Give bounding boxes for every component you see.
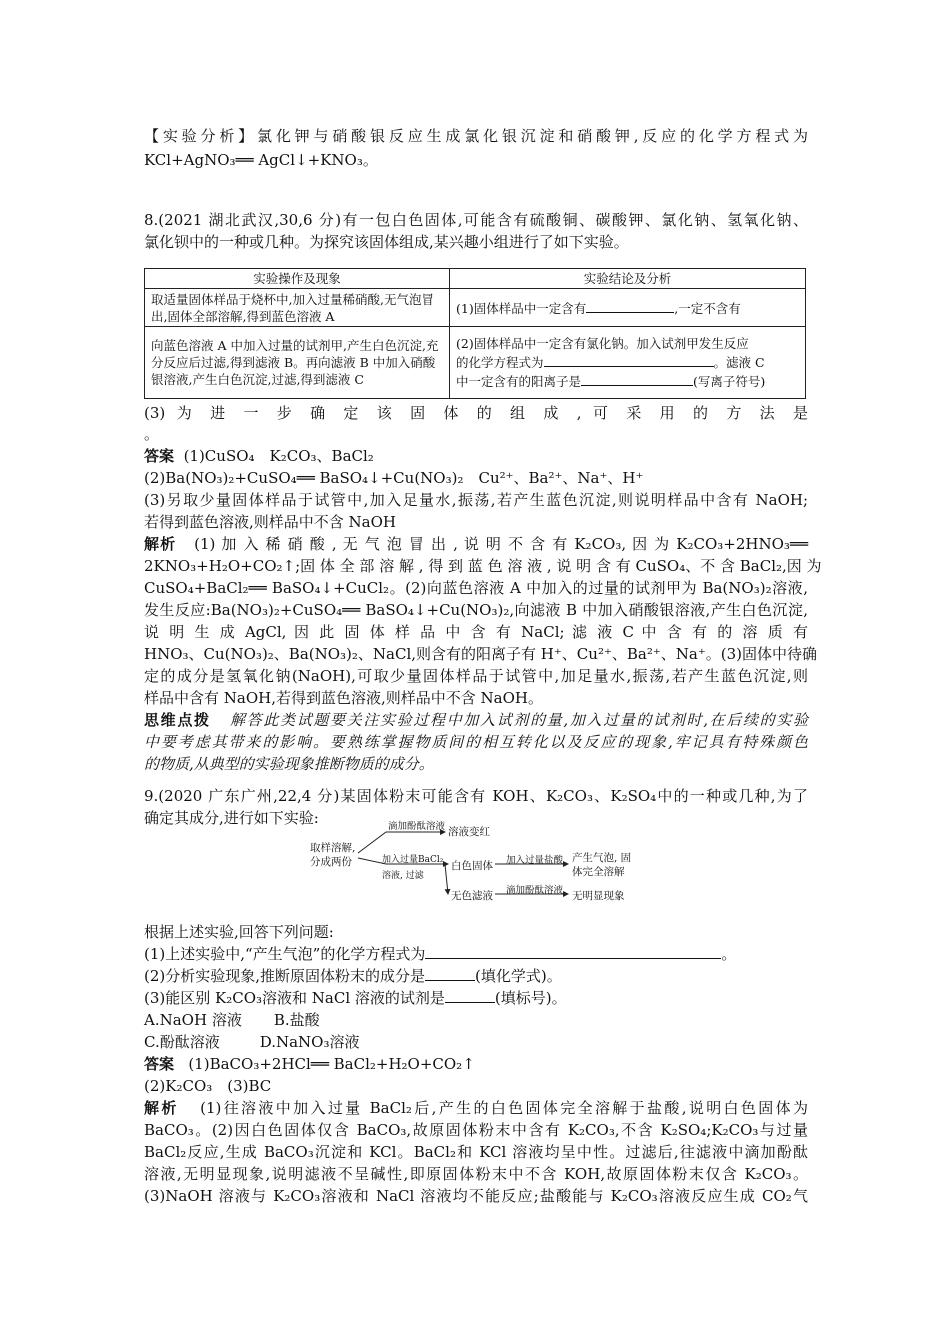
flow-start-1: 取样溶解, <box>310 842 356 854</box>
flow-arrow2-label-a: 加入过量BaCl₂ <box>382 855 444 865</box>
q9-stem-line-1: 9.(2020 广东广州,22,4 分)某固体粉末可能含有 KOH、K₂CO₃、K₂SO₄中的一种或几种,为了 <box>144 787 808 805</box>
table-header-operation: 实验操作及现象 <box>145 269 450 289</box>
option-b: B.盐酸 <box>273 1011 320 1029</box>
q8-answer-line-2: (2)Ba(NO₃)₂+CuSO₄══ BaSO₄↓+Cu(NO₃)₂ Cu²⁺、Ba²⁺、Na⁺、H⁺ <box>144 469 644 487</box>
blank-row1-contains[interactable] <box>586 298 674 313</box>
table-row1-conclusion <box>450 289 806 327</box>
intro-line-1: 【实验分析】氯化钾与硝酸银反应生成氯化银沉淀和硝酸钾,反应的化学方程式为 <box>144 127 808 145</box>
row2-text-2a: 的化学方程式为 <box>456 355 544 370</box>
flow-arrow4-label: 滴加酚酞溶液 <box>506 885 564 896</box>
q8-sub3-end: 。 <box>144 425 160 443</box>
flow-filtrate: 无色滤液 <box>451 890 493 902</box>
q9-analysis-line-2: BaCO₃。(2)因白色固体仅含 BaCO₃,故原固体粉末中含有 K₂CO₃,不含 K₂SO₄;K₂CO₃与过量 <box>144 1121 808 1139</box>
q8-analysis-text-1: (1) 加 入 稀 硝 酸 , 无 气 泡 冒 出 , 说 明 不 含 有 K₂CO₃, 因 为 K₂CO₃+2HNO₃══ <box>194 535 808 553</box>
flow-result1: 溶液变红 <box>448 826 490 838</box>
q9-sub3-end: (填标号)。 <box>494 989 567 1007</box>
q8-tip-text-1: 解答此类试题要关注实验过程中加入试剂的量,加入过量的试剂时,在后续的实验 <box>230 711 808 729</box>
q8-answer-line-1 <box>144 446 374 466</box>
q8-tip-line-2: 中要考虑其带来的影响。要熟练掌握物质间的相互转化以及反应的现象,牢记具有特殊颜色 <box>144 733 808 751</box>
row2-text-3a: 中一定含有的阳离子是 <box>456 374 582 389</box>
q8-sub3-line: (3) 为 进 一 步 确 定 该 固 体 的 组 成 , 可 采 用 的 方 法 是 <box>144 404 808 422</box>
q9-sub2-end: (填化学式)。 <box>475 967 562 985</box>
flow-start-2: 分成两份 <box>310 856 352 868</box>
q8-stem-line-1: 8.(2021 湖北武汉,30,6 分)有一包白色固体,可能含有硫酸铜、碳酸钾、氯化钠、氢氧化钠、 <box>144 211 808 229</box>
table-row2-conclusion <box>450 327 806 399</box>
q9-sub1-end: 。 <box>721 945 737 963</box>
flow-result3-b: 体完全溶解 <box>572 866 625 878</box>
q9-analysis-line-4: 溶液,无明显现象,说明滤液不呈碱性,即原固体粉末中不含 KOH,故原固体粉末仅含 K₂CO₃。 <box>144 1165 808 1183</box>
q9-answer-line-1 <box>144 1054 475 1074</box>
flow-result3-a: 产生气泡, 固 <box>572 852 632 864</box>
option-c: C.酚酞溶液 <box>144 1033 220 1051</box>
q9-sub3 <box>144 988 567 1008</box>
q8-analysis-line-2: 2KNO₃+H₂O+CO₂↑;固 体 全 部 溶 解 , 得 到 蓝 色 溶 液 , 说 明 含 有 CuSO₄、不 含 BaCl₂,因 为 <box>144 557 822 575</box>
q9-options-row-2 <box>144 1032 359 1052</box>
q8-tip-line-3: 的物质,从典型的实验现象推断物质的成分。 <box>144 755 434 773</box>
q8-stem-line-2: 氯化钡中的一种或几种。为探究该固体组成,某兴趣小组进行了如下实验。 <box>144 233 629 251</box>
row2-line-2 <box>456 352 799 371</box>
q8-answer-line-3a: (3)另取少量固体样品于试管中,加入足量水,振荡,若产生蓝色沉淀,则说明样品中含有 NaOH; <box>144 491 808 509</box>
q8-analysis-line-1 <box>144 534 808 554</box>
q8-analysis-line-5: 说 明 生 成 AgCl, 因 此 固 体 样 品 中 含 有 NaCl; 滤 液 C 中 含 有 的 溶 质 有 <box>144 623 808 641</box>
q8-analysis-line-6: HNO₃、Cu(NO₃)₂、Ba(NO₃)₂、NaCl,则含有的阳离子有 H⁺、Cu²⁺、Ba²⁺、Na⁺。(3)固体中待确 <box>144 645 818 663</box>
blank-equation[interactable] <box>544 352 714 367</box>
q9-answer-line-2: (2)K₂CO₃ (3)BC <box>144 1077 272 1095</box>
row1-text-a: (1)固体样品中一定含有 <box>456 301 587 316</box>
table-row2-operation: 向蓝色溶液 A 中加入过量的试剂甲,产生白色沉淀,充分反应后过滤,得到滤液 B。再向滤液 B 中加入硝酸银溶液,产生白色沉淀,过滤,得到滤液 C <box>145 327 450 399</box>
flow-arrow1-label: 滴加酚酞溶液 <box>388 821 446 832</box>
blank-q9-composition[interactable] <box>425 966 475 981</box>
table-header-conclusion: 实验结论及分析 <box>450 269 806 289</box>
q8-tip-line-1 <box>144 710 808 730</box>
analysis-label: 解析 <box>144 535 177 553</box>
row1-text-b: ,一定不含有 <box>674 301 741 316</box>
option-d: D.NaNO₃溶液 <box>259 1033 360 1051</box>
q9-analysis-line-1 <box>144 1098 808 1118</box>
q8-analysis-line-4: 发生反应:Ba(NO₃)₂+CuSO₄══ BaSO₄↓+Cu(NO₃)₂,向滤液 B 中加入硝酸银溶液,产生白色沉淀, <box>144 601 808 619</box>
row2-text-1: (2)固体样品中一定含有氯化钠。加入试剂甲发生反应 <box>456 336 749 351</box>
q8-analysis-line-8: 样品中含有 NaOH,若得到蓝色溶液,则样品中不含 NaOH。 <box>144 689 543 707</box>
answer-label: 答案 <box>144 447 175 465</box>
q9-after: 根据上述实验,回答下列问题: <box>144 923 334 941</box>
flow-white-solid: 白色固体 <box>451 860 493 872</box>
q9-analysis-line-3: BaCl₂反应,生成 BaCO₃沉淀和 KCl。BaCl₂和 KCl 溶液均呈中性。过滤后,往滤液中滴加酚酞 <box>144 1143 808 1161</box>
q9-sub1-text: (1)上述实验中,“产生气泡”的化学方程式为 <box>144 945 426 963</box>
q9-sub3-text: (3)能区别 K₂CO₃溶液和 NaCl 溶液的试剂是 <box>144 989 445 1007</box>
flow-arrow2-label-b: 溶液, 过滤 <box>382 871 424 881</box>
blank-cations[interactable] <box>581 371 693 386</box>
q8-analysis-line-3: CuSO₄+BaCl₂══ BaSO₄↓+CuCl₂。(2)向蓝色溶液 A 中加入的过量的试剂甲为 Ba(NO₃)₂溶液, <box>144 579 808 597</box>
table-row1-operation: 取适量固体样品于烧杯中,加入过量稀硝酸,无气泡冒出,固体全部溶解,得到蓝色溶液 A <box>145 289 450 327</box>
blank-q9-reagent[interactable] <box>445 988 495 1003</box>
tip-label: 思维点拨 <box>144 711 211 729</box>
q9-analysis-label: 解析 <box>144 1099 179 1117</box>
q9-options-row-1 <box>144 1010 320 1030</box>
q9-sub2-text: (2)分析实验现象,推断原固体粉末的成分是 <box>144 967 426 985</box>
row2-line-3 <box>456 371 799 390</box>
blank-q9-equation[interactable] <box>425 944 721 959</box>
row2-text-3b: (写离子符号) <box>693 374 766 389</box>
q9-analysis-line-5: (3)NaOH 溶液与 K₂CO₃溶液和 NaCl 溶液均不能反应;盐酸能与 K₂CO₃溶液反应生成 CO₂气 <box>144 1187 808 1205</box>
flow-result4: 无明显现象 <box>572 890 625 902</box>
q9-flowchart <box>310 818 650 908</box>
q8-answer-line-3b: 若得到蓝色溶液,则样品中不含 NaOH <box>144 513 396 531</box>
q9-answer-1: (1)BaCO₃+2HCl══ BaCl₂+H₂O+CO₂↑ <box>188 1055 475 1073</box>
row2-text-2b: 。滤液 C <box>713 355 765 370</box>
q9-sub2 <box>144 966 562 986</box>
q9-stem-line-2: 确定其成分,进行如下实验: <box>144 809 319 827</box>
q8-answer-1: (1)CuSO₄ K₂CO₃、BaCl₂ <box>183 447 374 465</box>
option-a: A.NaOH 溶液 <box>144 1011 242 1029</box>
q8-experiment-table <box>144 268 806 399</box>
q9-analysis-text-1: (1)往溶液中加入过量 BaCl₂后,产生的白色固体完全溶解于盐酸,说明白色固体为 <box>200 1099 808 1117</box>
flow-arrow3-label: 加入过量盐酸 <box>506 855 564 866</box>
q9-sub1 <box>144 944 736 964</box>
intro-line-2: KCl+AgNO₃══ AgCl↓+KNO₃。 <box>144 151 378 169</box>
q9-answer-label: 答案 <box>144 1055 175 1073</box>
q8-analysis-line-7: 定的成分是氢氧化钠(NaOH),可取少量固体样品于试管中,加足量水,振荡,若产生蓝色沉淀,则 <box>144 667 808 685</box>
